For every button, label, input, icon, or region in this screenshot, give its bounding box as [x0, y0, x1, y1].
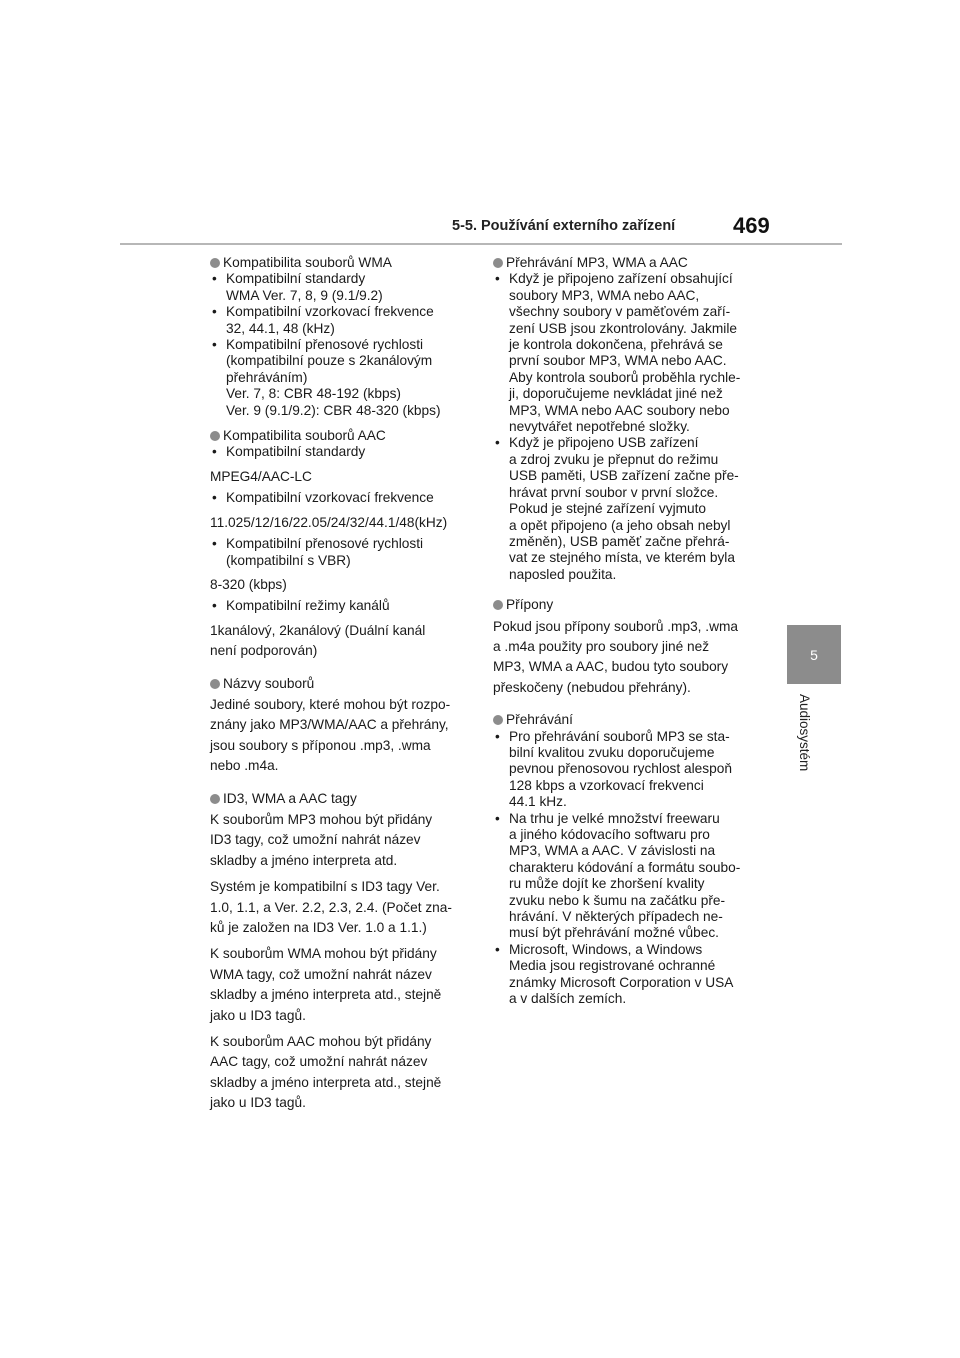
text-line: skladby a jméno interpreta atd. [210, 852, 398, 868]
paragraph [493, 617, 763, 699]
text-line: MP3, WMA a AAC, budou tyto soubory [493, 659, 729, 675]
item-line: pevnou přenosovou rychlost alespoň [509, 761, 732, 777]
names-title: Názvy souborů [223, 675, 315, 691]
item-line: a zdroj zvuku je přepnut do režimu [509, 451, 719, 467]
item-line: a v dalších zemích. [509, 991, 627, 1007]
item-line: MP3, WMA a AAC. V závislosti na [509, 843, 716, 859]
text-line: jako u ID3 tagů. [210, 1095, 306, 1111]
page-number: 469 [733, 213, 770, 238]
names-section [210, 676, 470, 777]
chapter-tab [787, 625, 841, 684]
item-line: WMA Ver. 7, 8, 9 (9.1/9.2) [226, 287, 383, 303]
paragraph [210, 810, 470, 871]
list-item [493, 271, 763, 435]
list-item [210, 536, 470, 569]
text-line: AAC tagy, což umožní nahrát název [210, 1054, 428, 1070]
bullet-dot-icon [210, 794, 220, 804]
item-line: je kontrola dokončena, přehrává se [509, 337, 723, 353]
text-line: skladby a jméno interpreta atd., stejně [210, 1074, 442, 1090]
item-line: vat ze stejného místa, ve kterém byla [509, 550, 735, 566]
tags-title: ID3, WMA a AAC tagy [223, 790, 357, 806]
paragraph [210, 1032, 470, 1114]
item-line: přehráváním) [226, 369, 308, 385]
right-column [493, 255, 763, 1016]
extensions-section [493, 597, 763, 698]
text-line: jsou soubory s příponou .mp3, .wma [210, 737, 431, 753]
item-line: a opět připojeno (a jeho obsah nebyl [509, 517, 731, 533]
bullet-dot-icon [493, 258, 503, 268]
wma-title: Kompatibilita souborů WMA [223, 255, 392, 270]
chapter-number: 5 [810, 646, 818, 663]
item-line: všechny soubory v paměťovém zaří- [509, 304, 731, 320]
item-line: naposled použita. [509, 566, 617, 582]
item-line: Aby kontrola souborů proběhla rychle- [509, 369, 741, 385]
item-line: Ver. 7, 8: CBR 48-192 (kbps) [226, 386, 401, 402]
item-line: Media jsou registrované ochranné [509, 958, 716, 974]
paragraph [210, 877, 470, 938]
list-item [210, 271, 470, 304]
paragraph: 11.025/12/16/22.05/24/32/44.1/48(kHz) [210, 514, 448, 530]
list-item [210, 304, 470, 337]
item-line: USB paměti, USB zařízení začne pře- [509, 468, 739, 484]
list-item [210, 337, 470, 419]
item-line: 44.1 kHz. [509, 794, 567, 810]
item-line: nevytvářet nepotřebné složky. [509, 419, 690, 435]
list-item [493, 729, 763, 811]
text-line: a .m4a použity pro soubory jiné než [493, 638, 710, 654]
item-line: zení USB jsou zkontrolovány. Jakmile [509, 320, 737, 336]
playback-title: Přehrávání [506, 712, 573, 728]
section-title: 5-5. Používání externího zařízení [452, 218, 676, 234]
text-line: skladby a jméno interpreta atd., stejně [210, 987, 442, 1003]
text-line: 1kanálový, 2kanálový (Duální kanál [210, 622, 426, 638]
extensions-title: Přípony [506, 597, 554, 613]
item-line: (kompatibilní pouze s 2kanálovým [226, 353, 433, 369]
item-line: a jiného kódovacího softwaru pro [509, 827, 710, 842]
play-section [493, 255, 763, 583]
paragraph: 8-320 (kbps) [210, 576, 287, 592]
item-line: soubory MP3, WMA nebo AAC, [509, 287, 700, 303]
item-line: • Kompatibilní přenosové rychlosti [226, 337, 424, 353]
item-line: zvuku nebo k šumu na začátku pře- [509, 892, 726, 908]
item-line: ji, doporučujeme nevkládat jiné než [509, 386, 723, 402]
item-line: Pokud je stejné zařízení vyjmuto [509, 501, 707, 517]
text-line: Pokud jsou přípony souborů .mp3, .wma [493, 618, 738, 634]
item-line: 32, 44.1, 48 (kHz) [226, 320, 335, 336]
text-line: 1.0, 1.1, a Ver. 2.2, 2.3, 2.4. (Počet zna- [210, 899, 452, 915]
paragraph [210, 621, 470, 662]
item-line: 128 kbps a vzorkovací frekvenci [509, 777, 704, 793]
text-line: WMA tagy, což umožní nahrát název [210, 966, 432, 982]
list-item: • Kompatibilní standardy [210, 444, 470, 460]
item-line: MP3, WMA nebo AAC soubory nebo [509, 402, 730, 418]
text-line: nebo .m4a. [210, 758, 279, 774]
list-item: • Kompatibilní vzorkovací frekvence [210, 490, 470, 506]
list-item [493, 811, 763, 942]
paragraph [210, 944, 470, 1026]
item-line: známky Microsoft Corporation v USA [509, 974, 734, 990]
item-line: Ver. 9 (9.1/9.2): CBR 48-320 (kbps) [226, 402, 441, 418]
bullet-dot-icon [210, 431, 220, 441]
wma-section [210, 255, 470, 419]
bullet-dot-icon [210, 258, 220, 268]
item-line: musí být přehrávání možné vůbec. [509, 925, 719, 941]
item-line: • Když je připojeno zařízení obsahující [509, 271, 733, 287]
item-line: první soubor MP3, WMA nebo AAC. [509, 353, 727, 369]
text-line: není podporován) [210, 643, 318, 659]
item-line: charakteru kódování a formátu soubo- [509, 859, 741, 875]
chapter-label: Audiosystém [797, 694, 812, 772]
list-item [493, 942, 763, 1008]
aac-section [210, 428, 470, 661]
bullet-dot-icon [210, 679, 220, 689]
item-line: • Kompatibilní přenosové rychlosti [226, 536, 424, 552]
text-line: ků je založen na ID3 Ver. 1.0 a 1.1.) [210, 920, 427, 935]
text-line: ID3 tagy, což umožní nahrát název [210, 832, 421, 848]
aac-title: Kompatibilita souborů AAC [223, 428, 386, 444]
item-line: hrávání. V některých případech ne- [509, 909, 723, 925]
playback-section [493, 712, 763, 1007]
text-line: K souborům AAC mohou být přidány [210, 1034, 432, 1050]
item-line: • Microsoft, Windows, a Windows [509, 941, 703, 957]
item-line: hrávat první soubor v první složce. [509, 484, 719, 500]
list-item: • Kompatibilní režimy kanálů [210, 598, 470, 614]
paragraph: MPEG4/AAC-LC [210, 468, 312, 484]
item-line: • Kompatibilní vzorkovací frekvence [226, 304, 434, 320]
item-line: • Pro přehrávání souborů MP3 se sta- [509, 728, 730, 744]
text-line: Systém je kompatibilní s ID3 tagy Ver. [210, 879, 440, 895]
bullet-dot-icon [493, 715, 503, 725]
item-line: • Na trhu je velké množství freewaru [509, 810, 720, 826]
text-line: znány jako MP3/WMA/AAC a přehrány, [210, 717, 449, 733]
left-column [210, 255, 470, 1123]
header-divider [120, 243, 842, 245]
text-line: Jediné soubory, které mohou být rozpo- [210, 696, 451, 712]
item-line: bilní kvalitou zvuku doporučujeme [509, 744, 715, 760]
item-line: změněn), USB paměť začne přehrá- [509, 533, 730, 549]
text-line: přeskočeny (nebudou přehrány). [493, 679, 691, 695]
text-line: jako u ID3 tagů. [210, 1007, 306, 1023]
item-line: • Kompatibilní standardy [226, 271, 366, 287]
paragraph [210, 695, 470, 777]
text-line: K souborům MP3 mohou být přidány [210, 811, 433, 827]
bullet-dot-icon [493, 600, 503, 610]
text-line: K souborům WMA mohou být přidány [210, 946, 437, 962]
item-line: • Když je připojeno USB zařízení [509, 435, 699, 451]
play-title: Přehrávání MP3, WMA a AAC [506, 255, 688, 270]
item-line: ru může dojít ke zhoršení kvality [509, 876, 705, 892]
tags-section [210, 791, 470, 1114]
list-item [493, 435, 763, 583]
item-line: (kompatibilní s VBR) [226, 552, 351, 568]
